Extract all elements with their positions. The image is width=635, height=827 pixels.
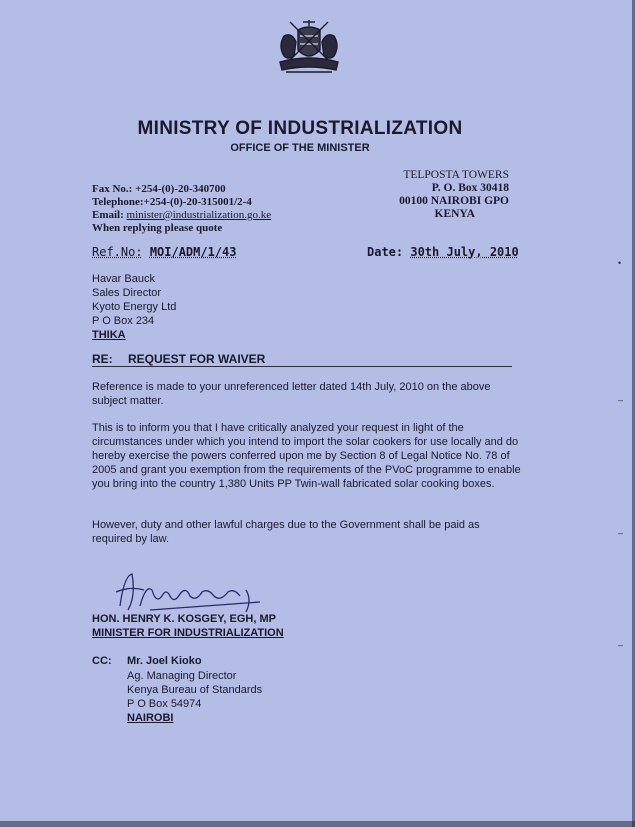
scan-speck: – xyxy=(618,395,624,405)
subject-rule xyxy=(92,366,512,367)
signatory-title: MINISTER FOR INDUSTRIALIZATION xyxy=(92,627,284,639)
scan-speck: – xyxy=(618,640,624,650)
cc-town: NAIROBI xyxy=(127,712,174,724)
recipient-company: Kyoto Energy Ltd xyxy=(92,301,177,313)
email-line xyxy=(92,209,271,221)
scan-speck: • xyxy=(618,258,622,268)
subject-label: RE: xyxy=(92,352,113,366)
date-label: Date: xyxy=(367,245,404,259)
reply-note: When replying please quote xyxy=(92,222,223,234)
cc-title: Ag. Managing Director xyxy=(127,670,237,682)
office-title: OFFICE OF THE MINISTER xyxy=(230,142,370,154)
date-line xyxy=(367,245,519,259)
body-paragraph: However, duty and other lawful charges due to the Government shall be paid as required by law. xyxy=(92,519,480,545)
recipient-title: Sales Director xyxy=(92,287,162,299)
reference-line xyxy=(92,245,237,259)
subject-text: REQUEST FOR WAIVER xyxy=(128,352,266,366)
address-line: 00100 NAIROBI GPO xyxy=(399,195,509,207)
recipient-box: P O Box 234 xyxy=(92,315,155,327)
ministry-title: MINISTRY OF INDUSTRIALIZATION xyxy=(137,118,463,139)
cc-org: Kenya Bureau of Standards xyxy=(127,684,263,696)
recipient-name: Havar Bauck xyxy=(92,273,155,285)
address-line: TELPOSTA TOWERS xyxy=(403,169,509,181)
body-paragraph: Reference is made to your unreferenced letter dated 14th July, 2010 on the above subject matter. xyxy=(92,381,491,407)
fax-number: Fax No.: +254-(0)-20-340700 xyxy=(92,183,226,195)
email-label: Email: xyxy=(92,209,127,221)
date-value: 30th July, 2010 xyxy=(410,245,519,259)
recipient-town: THIKA xyxy=(92,329,126,341)
email-link[interactable]: minister@industrialization.go.ke xyxy=(126,209,272,221)
coat-of-arms-icon xyxy=(270,16,348,80)
cc-name: Mr. Joel Kioko xyxy=(127,655,202,667)
address-line: P. O. Box 30418 xyxy=(431,182,509,194)
address-line: KENYA xyxy=(434,208,475,220)
ref-label: Ref.No: xyxy=(92,245,143,259)
cc-label: CC: xyxy=(92,655,112,667)
scan-speck: – xyxy=(618,528,624,538)
scan-edge-bottom xyxy=(0,821,635,827)
handwritten-signature xyxy=(110,566,280,616)
ref-value: MOI/ADM/1/43 xyxy=(149,245,237,259)
cc-box: P O Box 54974 xyxy=(127,698,202,710)
signatory-name: HON. HENRY K. KOSGEY, EGH, MP xyxy=(92,613,276,625)
body-paragraph: This is to inform you that I have critically analyzed your request in light of the circumstances under which you intend to import the solar cookers for use locally and do hereby exercise the powers conferred upon me by Section 8 of Legal Notice No. 78 of 2005 and grant you exemption from the requirements of the PVoC programme to enable you bring into the country 1,380 Units PP Twin-wall fabricated solar cooking boxes. xyxy=(92,422,521,490)
telephone-number: Telephone:+254-(0)-20-315001/2-4 xyxy=(92,196,252,208)
